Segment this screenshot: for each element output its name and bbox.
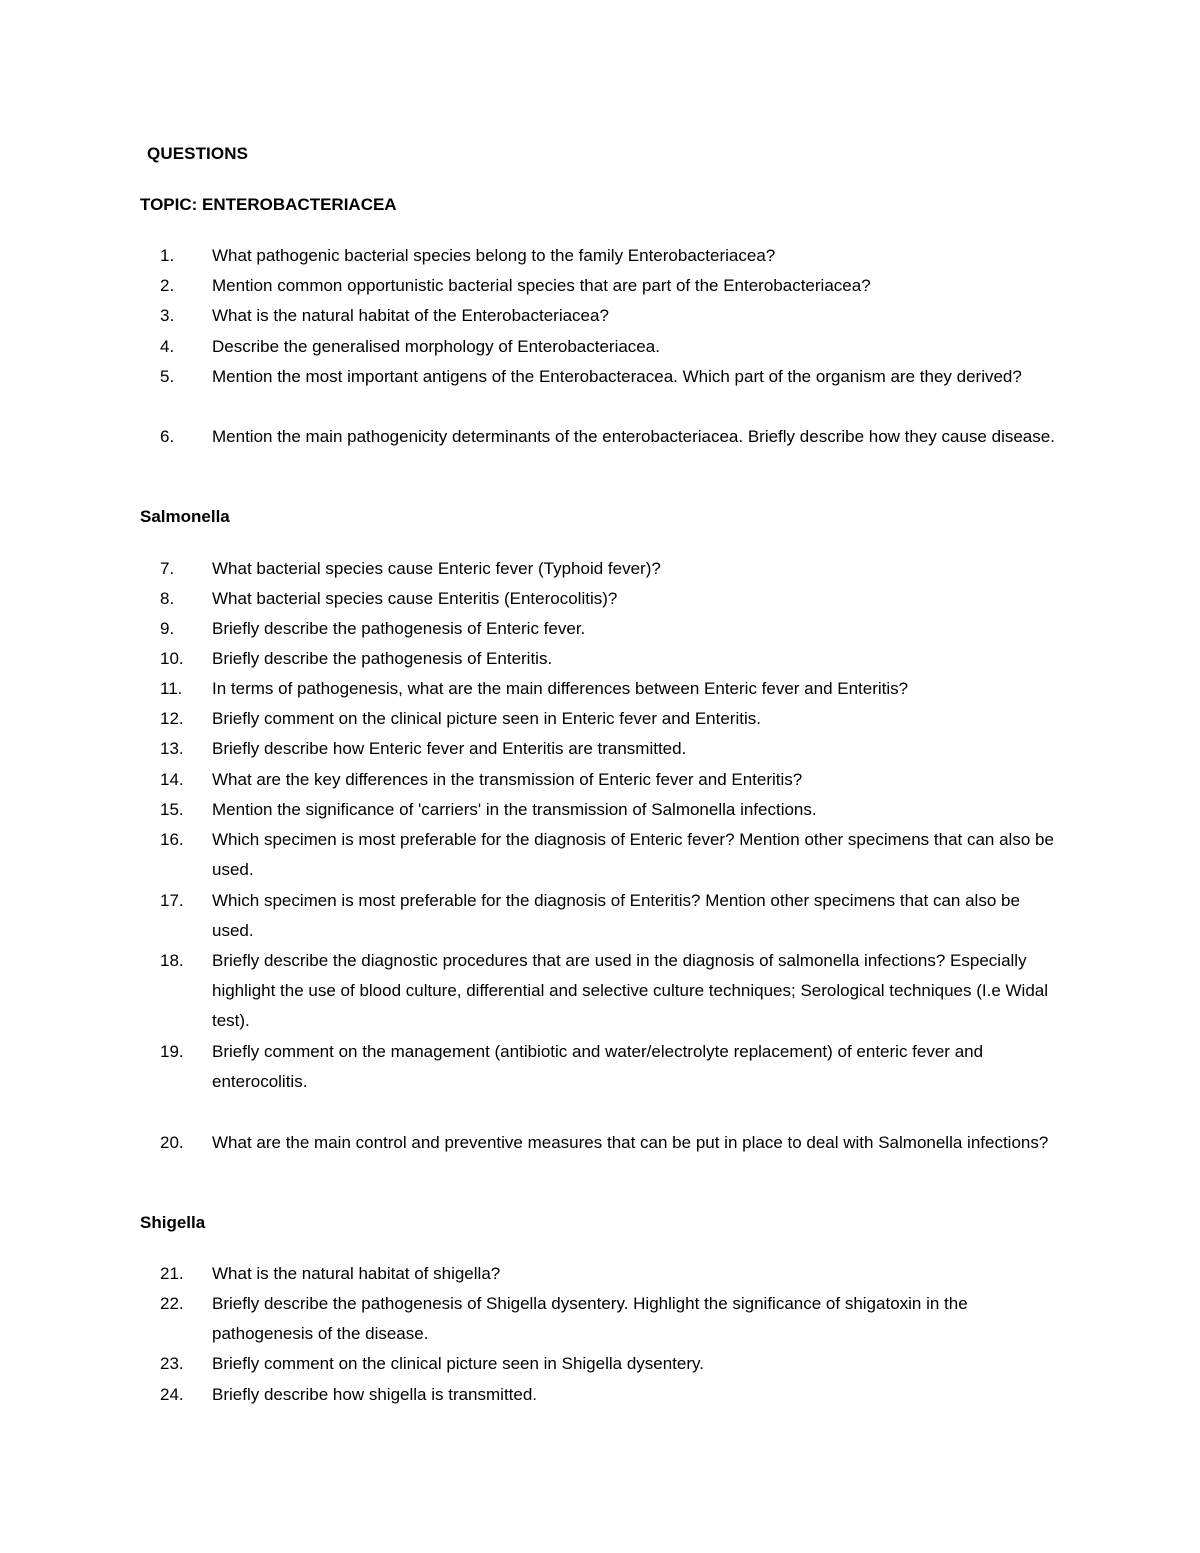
question-item <box>160 704 1060 734</box>
question-number: 2. <box>160 276 175 295</box>
question-text: Describe the generalised morphology of Enterobacteriacea. <box>212 337 660 356</box>
question-number: 1. <box>160 246 175 265</box>
question-text: Briefly describe the pathogenesis of Shigella dysentery. Highlight the significance of shigatoxin in the pathogenesis of the disease. <box>212 1294 968 1344</box>
question-item <box>160 1259 1060 1289</box>
question-item <box>160 584 1060 614</box>
question-item <box>160 795 1060 825</box>
question-number: 18. <box>160 951 184 970</box>
question-number: 24. <box>160 1385 184 1404</box>
question-text: What pathogenic bacterial species belong to the family Enterobacteriacea? <box>212 246 776 265</box>
question-item <box>160 554 1060 584</box>
question-text: What bacterial species cause Enteritis (Enterocolitis)? <box>212 589 618 608</box>
question-number: 14. <box>160 770 184 789</box>
question-text: Mention common opportunistic bacterial species that are part of the Enterobacteriacea? <box>212 276 871 295</box>
question-number: 8. <box>160 589 175 608</box>
question-item <box>160 271 1060 301</box>
question-text: Briefly comment on the clinical picture seen in Shigella dysentery. <box>212 1354 704 1373</box>
question-item <box>160 1289 1060 1349</box>
question-item <box>160 241 1060 271</box>
question-text: In terms of pathogenesis, what are the main differences between Enteric fever and Enteritis? <box>212 679 909 698</box>
question-item <box>160 946 1060 1037</box>
question-number: 11. <box>160 679 183 698</box>
question-item <box>160 886 1060 946</box>
question-number: 5. <box>160 367 175 386</box>
question-number: 21. <box>160 1264 184 1283</box>
question-item <box>160 1037 1060 1097</box>
question-text: Briefly comment on the management (antibiotic and water/electrolyte replacement) of enteric fever and enterocolitis. <box>212 1042 984 1092</box>
question-number: 19. <box>160 1042 184 1061</box>
question-number: 15. <box>160 800 184 819</box>
question-text: What bacterial species cause Enteric fever (Typhoid fever)? <box>212 559 661 578</box>
question-number: 17. <box>160 891 184 910</box>
question-number: 20. <box>160 1133 184 1152</box>
question-number: 16. <box>160 830 184 849</box>
question-item <box>160 1128 1060 1158</box>
question-number: 7. <box>160 559 175 578</box>
question-item <box>160 362 1060 392</box>
question-item <box>160 825 1060 885</box>
question-item <box>160 1380 1060 1410</box>
question-number: 12. <box>160 709 184 728</box>
question-item <box>160 422 1060 452</box>
question-text: Which specimen is most preferable for the diagnosis of Enteric fever? Mention other specimens that can also be used. <box>212 830 1054 880</box>
question-number: 23. <box>160 1354 184 1373</box>
section-heading-shigella: Shigella <box>140 1213 206 1232</box>
question-item <box>160 332 1060 362</box>
question-item <box>160 644 1060 674</box>
question-text: Briefly describe how Enteric fever and Enteritis are transmitted. <box>212 739 687 758</box>
document-title: QUESTIONS <box>147 144 249 163</box>
question-text: What are the key differences in the transmission of Enteric fever and Enteritis? <box>212 770 803 789</box>
question-item <box>160 1349 1060 1379</box>
question-text: What is the natural habitat of the Enterobacteriacea? <box>212 306 609 325</box>
question-text: Mention the main pathogenicity determinants of the enterobacteriacea. Briefly describe how they cause disease. <box>212 427 1055 446</box>
question-text: Briefly comment on the clinical picture seen in Enteric fever and Enteritis. <box>212 709 761 728</box>
question-number: 3. <box>160 306 175 325</box>
question-number: 10. <box>160 649 184 668</box>
section-heading-salmonella: Salmonella <box>140 507 230 526</box>
question-text: Briefly describe how shigella is transmitted. <box>212 1385 538 1404</box>
question-text: Mention the most important antigens of the Enterobacteracea. Which part of the organism are they derived? <box>212 367 1022 386</box>
question-number: 13. <box>160 739 184 758</box>
question-number: 6. <box>160 427 175 446</box>
question-number: 22. <box>160 1294 184 1313</box>
question-text: Briefly describe the diagnostic procedures that are used in the diagnosis of salmonella infections? Especially highlight the use of blood culture, differential and selective culture techniques; Serological techniques (I.e Widal test). <box>212 951 1049 1031</box>
question-number: 9. <box>160 619 175 638</box>
question-text: Which specimen is most preferable for the diagnosis of Enteritis? Mention other specimens that can also be used. <box>212 891 1020 941</box>
question-item <box>160 734 1060 764</box>
question-item <box>160 765 1060 795</box>
question-text: Mention the significance of 'carriers' in the transmission of Salmonella infections. <box>212 800 817 819</box>
question-item <box>160 674 1060 704</box>
question-item <box>160 614 1060 644</box>
topic-heading: TOPIC: ENTEROBACTERIACEA <box>140 195 397 214</box>
question-item <box>160 301 1060 331</box>
question-text: What is the natural habitat of shigella? <box>212 1264 501 1283</box>
question-text: What are the main control and preventive measures that can be put in place to deal with Salmonella infections? <box>212 1133 1049 1152</box>
question-number: 4. <box>160 337 175 356</box>
question-text: Briefly describe the pathogenesis of Enteric fever. <box>212 619 586 638</box>
question-text: Briefly describe the pathogenesis of Enteritis. <box>212 649 553 668</box>
